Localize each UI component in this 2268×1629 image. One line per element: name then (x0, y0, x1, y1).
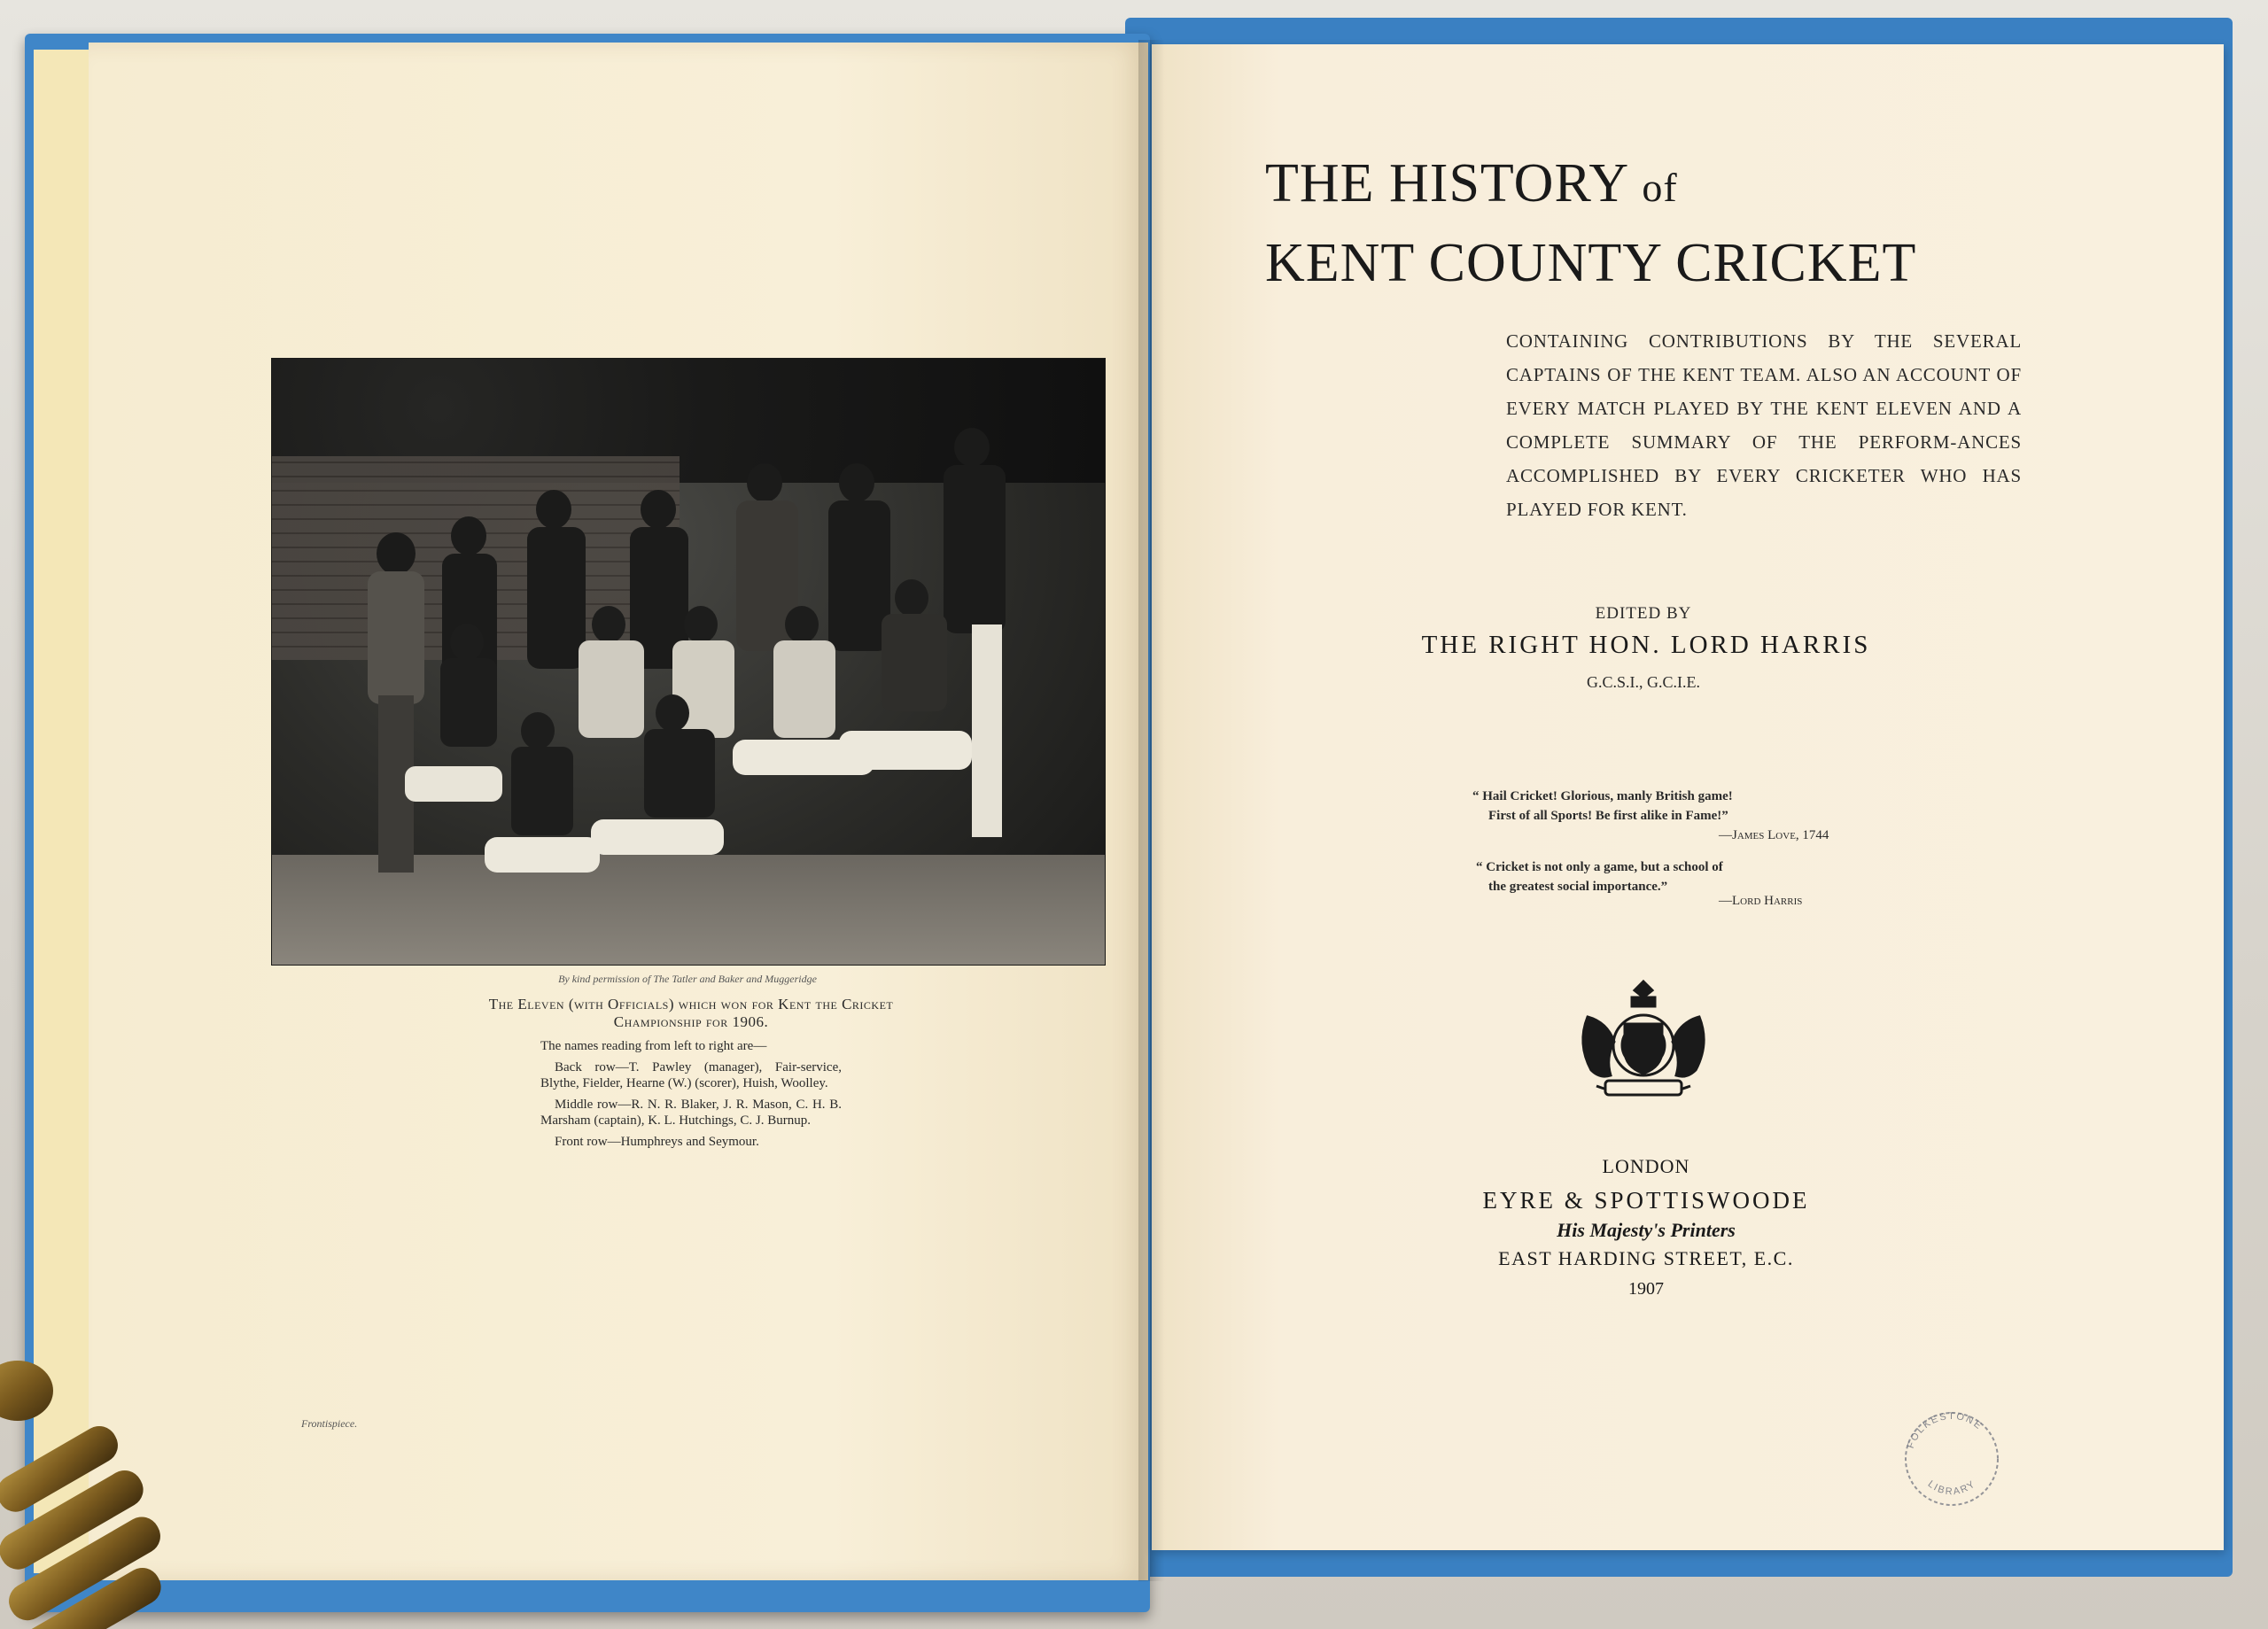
svg-text:LIBRARY (1926, 1478, 1978, 1497)
title-line-2: KENT COUNTY CRICKET (1265, 233, 1917, 293)
quote1-line1: “ Hail Cricket! Glorious, manly British game! (1472, 789, 1733, 803)
publisher-name: EYRE & SPOTTISWOODE (1482, 1187, 1810, 1214)
photo-caption-title (425, 996, 957, 1031)
quote2-attribution: —Lord Harris (1719, 894, 1803, 908)
library-stamp-icon (1898, 1405, 2006, 1513)
photo-caption-names (540, 1038, 842, 1155)
svg-text:FOLKESTONE (1906, 1411, 1984, 1450)
stamp-bottom-text: LIBRARY (1925, 1478, 1978, 1498)
stamp-top-text: FOLKESTONE (1905, 1410, 1984, 1450)
names-intro: The names reading from left to right are— (540, 1039, 767, 1053)
frontispiece-label: Frontispiece. (301, 1417, 358, 1430)
photo-credit: By kind permission of The Tatler and Baker and Muggeridge (558, 973, 817, 985)
quote2-line1: “ Cricket is not only a game, but a school of (1476, 860, 1723, 874)
brass-ornament-icon (0, 1355, 168, 1629)
book-gutter (1138, 40, 1165, 1581)
royal-coat-of-arms-icon (1570, 973, 1717, 1105)
caption-title-line1: The Eleven (with Officials) which won for Kent the Cricket (488, 996, 894, 1012)
team-photograph (271, 358, 1106, 966)
edited-by-label: EDITED BY (1595, 604, 1692, 623)
middle-row-names: Middle row—R. N. R. Blaker, J. R. Mason, C. H. B. Marsham (captain), K. L. Hutchings, C. J. Burnup. (540, 1098, 842, 1128)
editor-name: THE RIGHT HON. LORD HARRIS (1421, 631, 1871, 659)
front-row-names: Front row—Humphreys and Seymour. (555, 1135, 759, 1149)
quote1-attribution: —James Love, 1744 (1719, 828, 1829, 842)
quote2-line2: the greatest social importance.” (1488, 880, 1668, 894)
title-of: of (1642, 165, 1678, 210)
publisher-city: LONDON (1602, 1155, 1690, 1177)
publisher-address: EAST HARDING STREET, E.C. (1498, 1247, 1794, 1269)
title-line-1 (1265, 152, 1678, 215)
title-history: THE HISTORY (1265, 153, 1627, 213)
publisher-title: His Majesty's Printers (1557, 1219, 1736, 1241)
book-subtitle: CONTAINING CONTRIBUTIONS BY THE SEVERAL CAPTAINS OF THE KENT TEAM. ALSO AN ACCOUNT OF EVERY MATCH PLAYED BY THE KENT ELEVEN AND A COMPLETE SUMMARY OF THE PERFORM-ANCES ACCOMPLISHED BY EVERY CRICKETER WHO HAS PLAYED FOR KENT. (1506, 330, 2022, 520)
quote1-line2: First of all Sports! Be first alike in Fame!” (1488, 809, 1728, 823)
caption-title-line2: Championship for 1906. (613, 1013, 769, 1030)
publication-year: 1907 (1628, 1279, 1664, 1299)
team-figures (272, 359, 1105, 965)
editor-honors: G.C.S.I., G.C.I.E. (1586, 673, 1700, 691)
back-row-names: Back row—T. Pawley (manager), Fair-service, Blythe, Fielder, Hearne (W.) (scorer), Huish, Woolley. (540, 1060, 842, 1090)
